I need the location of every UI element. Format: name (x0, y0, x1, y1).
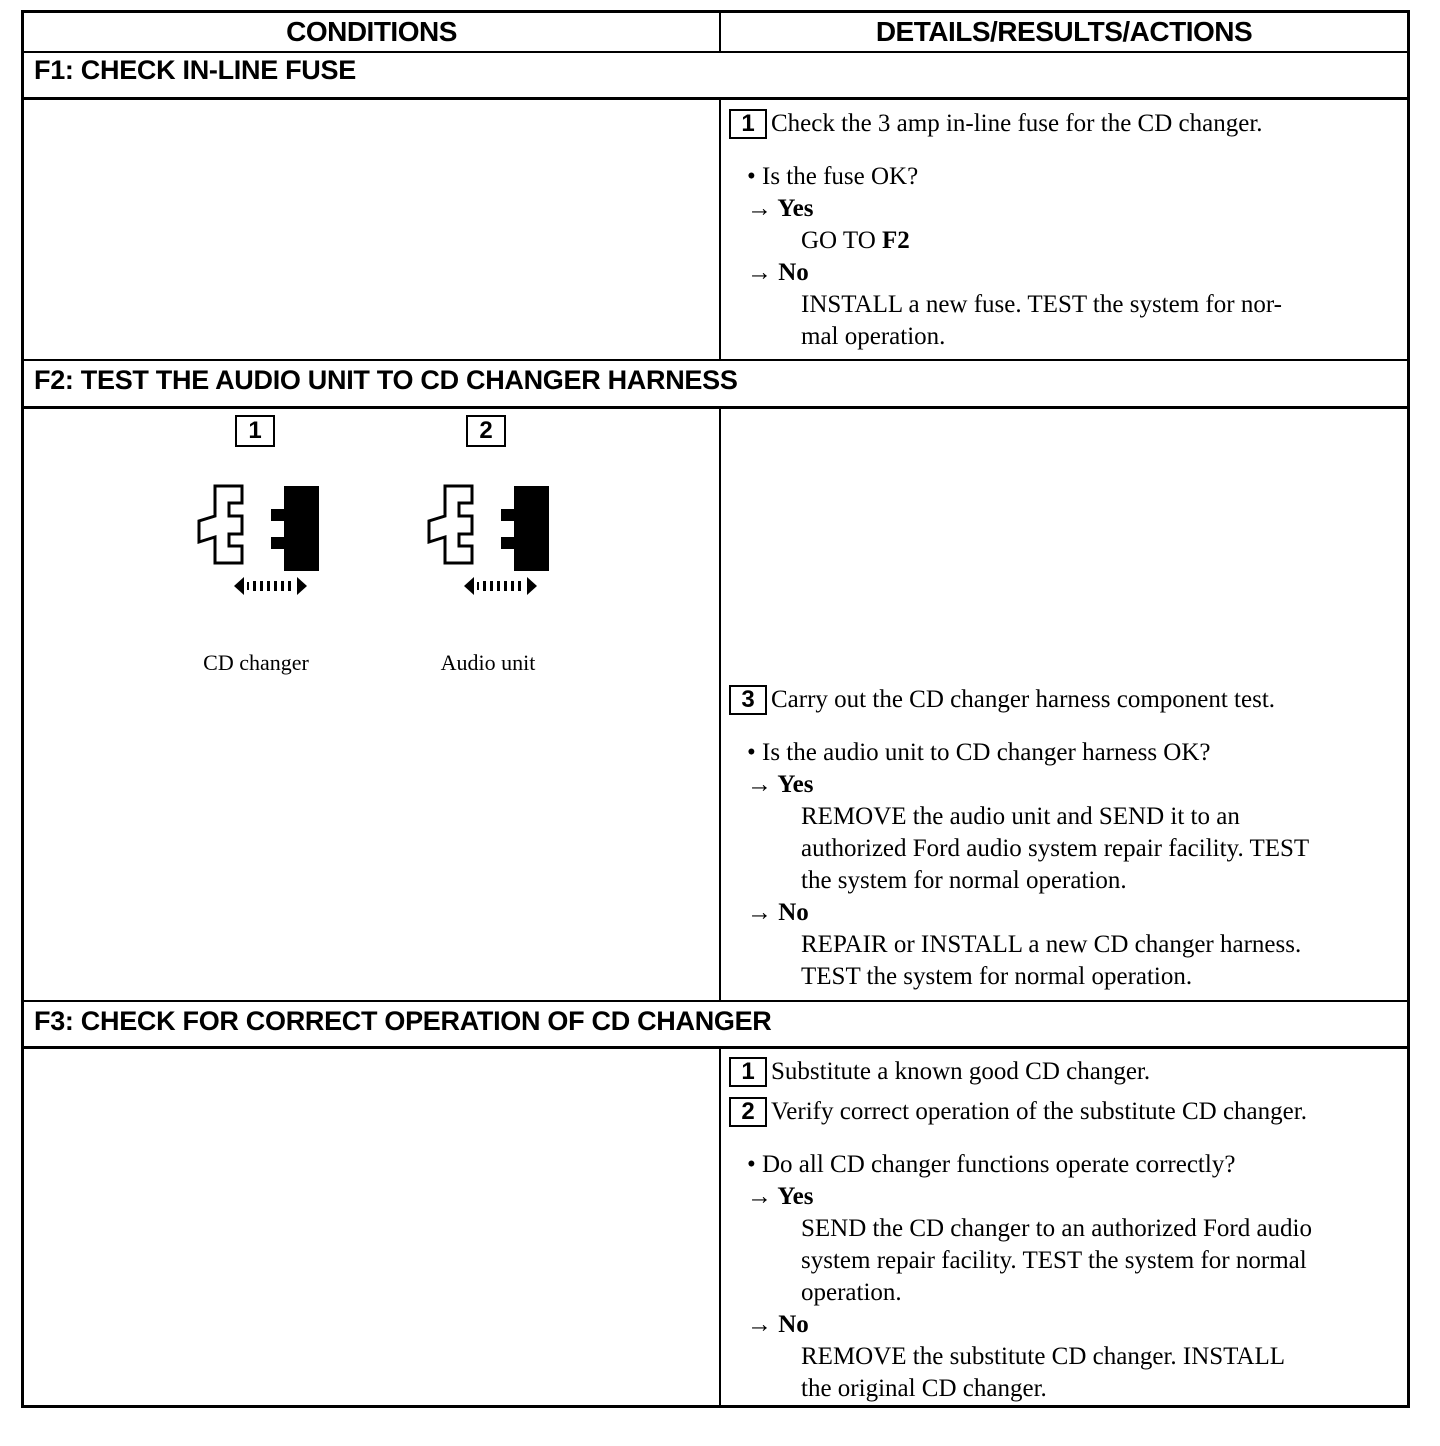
f1-no-action-line2: mal operation. (801, 323, 946, 350)
step-number: 2 (729, 1097, 767, 1127)
f2-no-label: → No (747, 899, 809, 926)
f3-yes-action-line3: operation. (801, 1279, 902, 1306)
f2-question: • Is the audio unit to CD changer harness OK? (747, 739, 1211, 766)
f3-yes-action-line2: system repair facility. TEST the system for normal (801, 1247, 1307, 1274)
step-text: Carry out the CD changer harness component test. (771, 686, 1276, 713)
f2-step-3 (729, 685, 1409, 715)
diagram-step-1-box: 1 (235, 415, 275, 447)
f3-yes-label: → Yes (747, 1183, 814, 1210)
rule (24, 97, 1407, 100)
f1-details (729, 109, 1409, 353)
f1-no-label: → No (747, 259, 809, 286)
f3-question: • Do all CD changer functions operate correctly? (747, 1151, 1236, 1178)
step-text: Verify correct operation of the substitute CD changer. (771, 1098, 1307, 1125)
connector-separate-icon (419, 481, 559, 606)
section-title-f3: F3: CHECK FOR CORRECT OPERATION OF CD CHANGER (34, 1006, 772, 1036)
f1-step-1 (729, 109, 1409, 139)
f3-step-1 (729, 1057, 1409, 1087)
step-text: Substitute a known good CD changer. (771, 1058, 1151, 1085)
f2-details (729, 685, 1409, 993)
diagram-label-audio-unit: Audio unit (440, 650, 536, 675)
f1-question: • Is the fuse OK? (747, 163, 919, 190)
column-divider (719, 13, 721, 51)
rule (24, 1046, 1407, 1049)
step-number: 1 (729, 1057, 767, 1087)
connector-separate-icon (189, 481, 329, 606)
rule (24, 406, 1407, 409)
rule (24, 1000, 1407, 1002)
goto-text: GO TO (801, 227, 883, 254)
step-number: 1 (729, 109, 767, 139)
section-title-f2: F2: TEST THE AUDIO UNIT TO CD CHANGER HARNESS (34, 365, 738, 395)
column-divider (719, 408, 721, 1000)
f2-yes-label: → Yes (747, 771, 814, 798)
column-divider (719, 1048, 721, 1408)
details-header: DETAILS/RESULTS/ACTIONS (875, 16, 1253, 47)
f3-no-action-line1: REMOVE the substitute CD changer. INSTALL (801, 1343, 1286, 1370)
f3-details (729, 1057, 1409, 1405)
diagram-step-2-box: 2 (466, 415, 506, 447)
rule (24, 359, 1407, 361)
f1-yes-action (801, 225, 1409, 257)
f1-no-action-line1: INSTALL a new fuse. TEST the system for nor- (801, 291, 1282, 318)
f2-yes-action-line3: the system for normal operation. (801, 867, 1127, 894)
f2-yes-action-line2: authorized Ford audio system repair facility. TEST (801, 835, 1310, 862)
f3-yes-action-line1: SEND the CD changer to an authorized Ford audio (801, 1215, 1312, 1242)
section-title-f1: F1: CHECK IN-LINE FUSE (34, 55, 356, 85)
rule (24, 51, 1407, 53)
goto-ref: F2 (882, 227, 910, 254)
conditions-header: CONDITIONS (286, 16, 457, 47)
f3-step-2 (729, 1097, 1409, 1127)
f3-no-label: → No (747, 1311, 809, 1338)
step-text: Check the 3 amp in-line fuse for the CD changer. (771, 110, 1263, 137)
f2-no-action-line2: TEST the system for normal operation. (801, 963, 1193, 990)
diagram-label-cd-changer: CD changer (203, 650, 309, 675)
f3-no-action-line2: the original CD changer. (801, 1375, 1047, 1402)
f2-yes-action-line1: REMOVE the audio unit and SEND it to an (801, 803, 1240, 830)
diagnostic-table (21, 10, 1410, 1408)
f2-no-action-line1: REPAIR or INSTALL a new CD changer harness. (801, 931, 1302, 958)
step-number: 3 (729, 685, 767, 715)
f1-yes-label: → Yes (747, 195, 814, 222)
column-divider (719, 99, 721, 359)
